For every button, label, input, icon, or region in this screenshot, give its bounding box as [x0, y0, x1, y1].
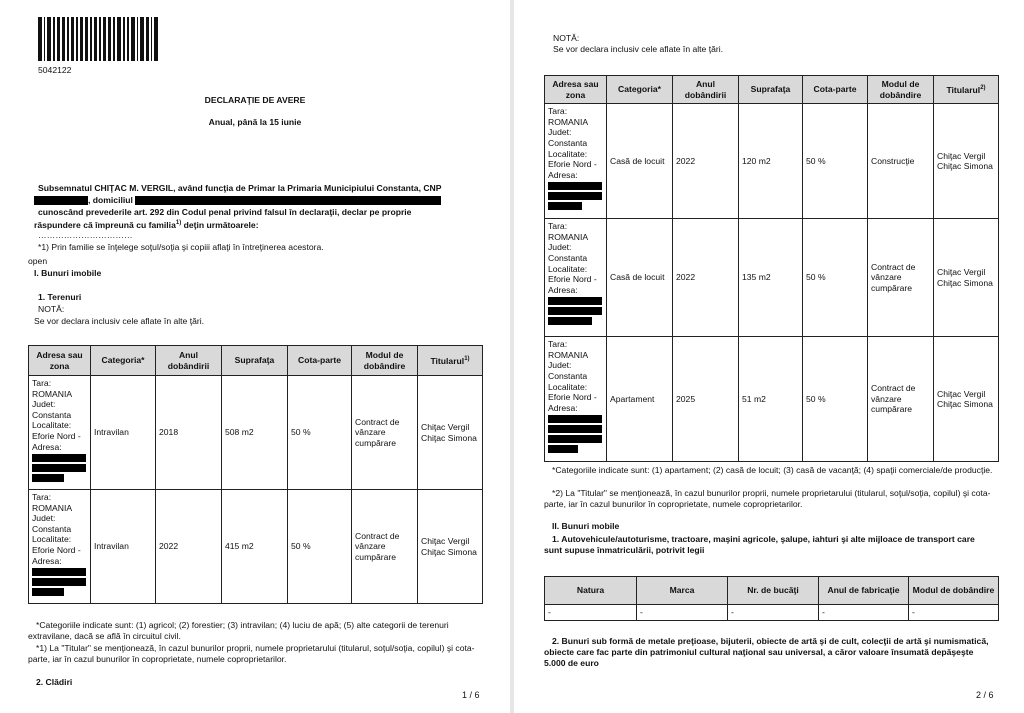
col-header-address: Adresa sau zona	[545, 76, 607, 104]
subsection-terenuri: 1. Terenuri	[38, 292, 82, 302]
cell-year: 2018	[156, 376, 222, 490]
cell-area: 415 m2	[222, 490, 288, 604]
section-mobile: II. Bunuri mobile	[552, 521, 620, 531]
nota-text: Se vor declara inclusiv cele aflate în alte ţări.	[553, 44, 724, 54]
cell-category: Casă de locuit	[607, 104, 673, 219]
cell-share: 50 %	[803, 337, 868, 462]
table-row	[29, 490, 483, 604]
cell-year: 2022	[673, 104, 739, 219]
note-titular: *1) La "Titular" se menţionează, în cazul bunurilor proprii, numele proprietarului (titularul, soţul/soţia, copilul) şi cota-parte, iar în cazul bunurilor în coproprietate, numele coproprietarilor.	[28, 643, 475, 664]
redacted-block	[32, 464, 86, 472]
cell-share: 50 %	[288, 490, 352, 604]
barcode-number: 5042122	[38, 65, 72, 75]
vehicule-table	[544, 576, 999, 621]
redacted-block	[548, 435, 602, 443]
col-header-area: Suprafaţa	[739, 76, 803, 104]
cell-address: Tara: ROMANIA Judet: Constanta Localitate: Eforie Nord - Adresa:	[29, 376, 91, 490]
col-header-share: Cota-parte	[803, 76, 868, 104]
redacted-block	[32, 454, 86, 462]
cell-address: Tara: ROMANIA Judet: Constanta Localitate: Eforie Nord - Adresa:	[545, 337, 607, 462]
cell-mode: Construcţie	[868, 104, 934, 219]
table-row	[545, 605, 999, 621]
document-page-1	[0, 0, 510, 713]
cell-address: Tara: ROMANIA Judet: Constanta Localitate: Eforie Nord - Adresa:	[29, 490, 91, 604]
col-header-mod-dobandire: Modul de dobândire	[909, 577, 999, 605]
subsection-bunuri-pretioase: 2. Bunuri sub formă de metale preţioase, bijuterii, obiecte de artă şi de cult, colecţii de artă şi numismatică, obiecte care fac parte din patrimoniul cultural naţional sau universal, a căror valoare însumată depăşeşte 5.000 de euro	[544, 636, 989, 668]
subsection-cladiri: 2. Clădiri	[36, 677, 73, 687]
redacted-block	[548, 297, 602, 305]
redacted-block	[548, 317, 592, 325]
col-header-mode: Modul de dobândire	[352, 346, 418, 376]
col-header-year: Anul dobândirii	[673, 76, 739, 104]
cell-area: 51 m2	[739, 337, 803, 462]
cell-natura: -	[545, 605, 637, 621]
redacted-block	[548, 202, 582, 210]
redacted-block	[548, 182, 602, 190]
col-header-year: Anul dobândirii	[156, 346, 222, 376]
cell-share: 50 %	[803, 219, 868, 337]
section-imobile: I. Bunuri imobile	[34, 268, 102, 278]
table-header-row	[545, 577, 999, 605]
cell-mode: Contract de vânzare cumpărare	[868, 337, 934, 462]
document-subtitle: Anual, până la 15 iunie	[208, 117, 302, 127]
col-header-natura: Natura	[545, 577, 637, 605]
cell-category: Intravilan	[91, 376, 156, 490]
subsection-autovehicule: 1. Autovehicule/autoturisme, tractoare, maşini agricole, şalupe, iahturi şi alte mijloace de transport care sunt supuse înmatriculării, potrivit legii	[544, 534, 975, 555]
cell-holder: Chiţac Vergil Chiţac Simona	[934, 337, 999, 462]
page-number: 2 / 6	[976, 690, 994, 700]
col-header-holder: Titularul$^{2)}$	[934, 76, 999, 104]
nota-label: NOTĂ:	[553, 33, 580, 43]
cell-marca: -	[637, 605, 728, 621]
redacted-block	[548, 415, 602, 423]
cell-share: 50 %	[803, 104, 868, 219]
note-categories: *Categoriile indicate sunt: (1) apartament; (2) casă de locuit; (3) casă de vacanţă; (4) spaţii comerciale/de producţie.	[552, 465, 993, 475]
cell-category: Casă de locuit	[607, 219, 673, 337]
redacted-block	[32, 578, 86, 586]
barcode-image	[38, 17, 160, 61]
col-header-an-fabricatie: Anul de fabricaţie	[819, 577, 909, 605]
cell-mod-dobandire: -	[909, 605, 999, 621]
col-header-holder: Titularul$^{1)}$	[418, 346, 483, 376]
nota-label: NOTĂ:	[38, 304, 65, 314]
intro-line-1: Subsemnatul CHIŢAC M. VERGIL, având funcţia de Primar la Primaria Municipiului Constanta, CNP	[38, 183, 442, 193]
redacted-block	[32, 568, 86, 576]
redacted-block	[32, 588, 64, 596]
col-header-category: Categoria*	[91, 346, 156, 376]
cell-category: Intravilan	[91, 490, 156, 604]
cell-holder: Chiţac Vergil Chiţac Simona	[934, 104, 999, 219]
cell-mode: Contract de vânzare cumpărare	[868, 219, 934, 337]
cladiri-table	[544, 75, 999, 462]
cell-holder: Chiţac Vergil Chiţac Simona	[934, 219, 999, 337]
note-titular: *2) La "Titular" se menţionează, în cazul bunurilor proprii, numele proprietarului (titularul, soţul/soţia, copilul) şi cota-parte, iar în cazul bunurilor în coproprietate, numele coproprietarilor.	[544, 488, 991, 509]
cell-mode: Contract de vânzare cumpărare	[352, 376, 418, 490]
footnote-family: *1) Prin familie se înţelege soţul/soţia şi copiii aflaţi în întreţinerea acestora.	[38, 242, 324, 252]
table-row	[545, 219, 999, 337]
cell-year: 2022	[156, 490, 222, 604]
redacted-block	[548, 192, 602, 200]
col-header-mode: Modul de dobândire	[868, 76, 934, 104]
intro-line-2	[34, 195, 504, 206]
cell-area: 508 m2	[222, 376, 288, 490]
cell-year: 2022	[673, 219, 739, 337]
table-header-row	[29, 346, 483, 376]
redacted-block	[548, 307, 602, 315]
redacted-cnp	[34, 196, 88, 205]
col-header-share: Cota-parte	[288, 346, 352, 376]
col-header-address: Adresa sau zona	[29, 346, 91, 376]
dotted-line: ……………………………	[38, 230, 133, 240]
cell-address: Tara: ROMANIA Judet: Constanta Localitate: Eforie Nord - Adresa:	[545, 104, 607, 219]
nota-text: Se vor declara inclusiv cele aflate în alte ţări.	[34, 316, 205, 326]
col-header-category: Categoria*	[607, 76, 673, 104]
redacted-address	[135, 196, 441, 205]
table-row	[29, 376, 483, 490]
col-header-bucati: Nr. de bucăţi	[728, 577, 819, 605]
table-header-row	[545, 76, 999, 104]
document-page-2	[514, 0, 1024, 713]
cell-year: 2025	[673, 337, 739, 462]
intro-domiciliu: , domiciliul	[88, 195, 133, 205]
redacted-block	[548, 445, 578, 453]
cell-share: 50 %	[288, 376, 352, 490]
page-number: 1 / 6	[462, 690, 480, 700]
cell-address: Tara: ROMANIA Judet: Constanta Localitate: Eforie Nord - Adresa:	[545, 219, 607, 337]
redacted-block	[32, 474, 64, 482]
cell-area: 135 m2	[739, 219, 803, 337]
redacted-block	[548, 425, 602, 433]
open-text: open	[28, 256, 48, 266]
table-row	[545, 337, 999, 462]
cell-area: 120 m2	[739, 104, 803, 219]
cell-bucati: -	[728, 605, 819, 621]
cell-holder: Chiţac Vergil Chiţac Simona	[418, 376, 483, 490]
document-title: DECLARAŢIE DE AVERE	[204, 95, 306, 105]
cell-an-fabricatie: -	[819, 605, 909, 621]
intro-line-3: cunoscând prevederile art. 292 din Codul penal privind falsul în declaraţii, declar pe proprie	[38, 207, 412, 217]
note-categories: *Categoriile indicate sunt: (1) agricol; (2) forestier; (3) intravilan; (4) luciu de apă; (5) alte categorii de terenuri extravilane, dacă se află în circuitul civil.	[28, 620, 449, 641]
col-header-area: Suprafaţa	[222, 346, 288, 376]
table-row	[545, 104, 999, 219]
intro-line-4: răspundere că împreună cu familia$^{1)}$ deţin următoarele:	[34, 219, 259, 230]
cell-holder: Chiţac Vergil Chiţac Simona	[418, 490, 483, 604]
cell-category: Apartament	[607, 337, 673, 462]
cell-mode: Contract de vânzare cumpărare	[352, 490, 418, 604]
terenuri-table	[28, 345, 483, 604]
col-header-marca: Marca	[637, 577, 728, 605]
